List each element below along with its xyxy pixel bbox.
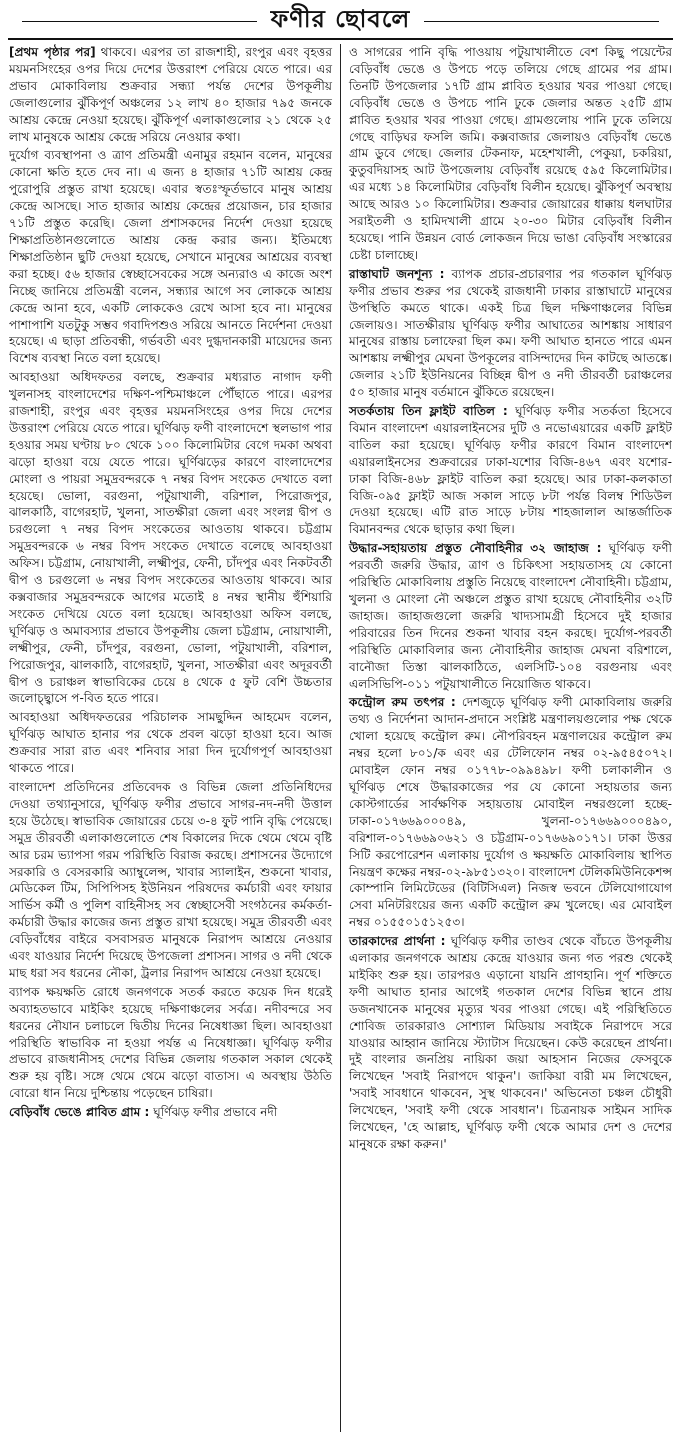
subheading-stars: তারকাদের প্রার্থনা :: [349, 934, 446, 949]
right-paragraph-4: [349, 540, 672, 692]
left-paragraph-6: [9, 984, 332, 1102]
page-header: [8, 4, 673, 40]
subheading-flights: সতর্কতায় তিন ফ্লাইট বাতিল :: [349, 404, 508, 419]
right-column: [341, 44, 672, 1432]
paragraph-text: ও সাগরের পানি বৃদ্ধি পাওয়ায় পটুয়াখালীতে বেশ কিছু পয়েন্টের বেড়িবাঁধ ভেঙে ও উপচে পড়ে তলিয়ে গেছে গ্রামের পর গ্রাম। তিনটি উপজেলার ১৭টি গ্রাম প্লাবিত হওয়ার খবর পাওয়া গেছে। বেড়িবাঁধ ভেঙে ও উপচে পানি ঢুকে জেলার অন্তত ২৫টি গ্রাম প্লাবিত হওয়ার খবর পাওয়া গেছে। গ্রামগুলোয় পানি ঢুকে তলিয়ে গেছে বাড়িঘর ফসলি জমি। কক্সবাজার জেলায়ও বেড়িবাঁধ ভেঙে গ্রাম ডুবে গেছে। জেলার টেকনাফ, মহেশখালী, পেকুয়া, চকরিয়া, কুতুবদিয়াসহ আট উপজেলায় বেড়িবাঁধ রয়েছে ৫৯৫ কিলোমিটার। এর মধ্যে ১৪ কিলোমিটার বেড়িবাঁধ বিলীন হয়েছে। ঝুঁকিপূর্ণ অবস্থায় আছে আরও ১০ কিলোমিটার। শুক্রবার জোয়ারের ধাক্কায় ধলঘাটার সরাইতলী ও হামিদখালী গ্রামে ২০-৩০ মিটার বেড়িবাঁধ বিলীন হয়েছে। পানি উন্নয়ন বোর্ড লোকজন দিয়ে ভাঙা বেড়িবাঁধ সংস্কারের চেষ্টা চালাচ্ছে।: [349, 45, 672, 262]
paragraph-text: দেশজুড়ে ঘূর্ণিঝড় ফণী মোকাবিলায় জরুরি তথ্য ও নির্দেশনা আদান-প্রদানে সংশ্লিষ্ট মন্ত্রণালয়গুলোর পক্ষ থেকে খোলা হয়েছে কন্ট্রোল রুম। নৌপরিবহন মন্ত্রণালয়ের কন্ট্রোল রুম নম্বর হলো ৮০১/ক এবং এর টেলিফোন নম্বর ০২-৯৫৪৫০৭২। মোবাইল ফোন নম্বর ০১৭৭৮-০৯৯৪৯৮। ফণী চলাকালীন ও ঘূর্ণিঝড় শেষে উদ্ধারকাজের পর যে কোনো সহায়তার জন্য কোস্টগার্ডের সার্বক্ষণিক সহায়তায় মোবাইল নম্বরগুলো হচ্ছে- ঢাকা-০১৭৬৬৯০০০৪৯, খুলনা-০১৭৬৬৯০০০৪৯০, বরিশাল-০১৭৬৬৯০৬২১ ও চট্টগ্রাম-০১৭৬৬৯০১৭১। ঢাকা উত্তর সিটি করপোরেশন এলাকায় দুর্যোগ ও ক্ষয়ক্ষতি মোকাবিলায় স্থাপিত নিয়ন্ত্রণ কক্ষের নম্বর-০২-৯৮৫১৩২০। বাংলাদেশ টেলিকমিউনিকেশন্স কোম্পানি লিমিটেডের (বিটিসিএল) নিজস্ব ভবনে টেলিযোগাযোগ সেবা মনিটরিংয়ের জন্য একটি কন্ট্রোল রুম খুলেছে। এর মোবাইল নম্বর ০১৫৫০১৫১২৫৩।: [349, 695, 672, 930]
subheading-embankment: বেড়িবাঁধ ভেঙে প্লাবিত গ্রাম :: [9, 1105, 150, 1120]
right-paragraph-6: [349, 933, 672, 1153]
right-paragraph-2: [349, 266, 672, 401]
paragraph-text: আবহাওয়া অধিদফতর বলছে, শুক্রবার মধ্যরাত নাগাদ ফণী খুলনাসহ বাংলাদেশের দক্ষিণ-পশ্চিমাঞ্চলে পৌঁছাতে পারে। এরপর রাজশাহী, রংপুর এবং বৃহত্তর ময়মনসিংহের ওপর দিয়ে দেশের উত্তরাংশ পেরিয়ে যেতে পারে। ঘূর্ণিঝড় ফণী বাংলাদেশে স্থলভাগ পার হওয়ার সময় ঘণ্টায় ৮০ থেকে ১০০ কিলোমিটার বেগে দমকা অথবা ঝড়ো হাওয়া বয়ে যেতে পারে। ঘূর্ণিঝড়ের কারণে বাংলাদেশের মোংলা ও পায়রা সমুদ্রবন্দরকে ৭ নম্বর বিপদ সংকেত দেখাতে বলা হয়েছে। ভোলা, বরগুনা, পটুয়াখালী, বরিশাল, পিরোজপুর, ঝালকাঠি, বাগেরহাট, খুলনা, সাতক্ষীরা জেলা এবং সংলগ্ন দ্বীপ ও চরগুলো ৭ নম্বর বিপদ সংকেতের আওতায় থাকবে। চট্টগ্রাম সমুদ্রবন্দরকে ৬ নম্বর বিপদ সংকেত দেখাতে বলেছে আবহাওয়া অফিস। চট্টগ্রাম, নোয়াখালী, লক্ষ্মীপুর, ফেনী, চাঁদপুর এবং নিকটবর্তী দ্বীপ ও চরগুলো ৬ নম্বর বিপদ সংকেতের আওতায় থাকবে। আর কক্সবাজার সমুদ্রবন্দরকে আগের মতোই ৪ নম্বর স্থানীয় হুঁশিয়ারি সংকেত দেখিয়ে যেতে বলা হয়েছে। আবহাওয়া অফিস বলছে, ঘূর্ণিঝড় ও অমাবস্যার প্রভাবে উপকূলীয় জেলা চট্টগ্রাম, নোয়াখালী, লক্ষ্মীপুর, ফেনী, চাঁদপুর, বরগুনা, ভোলা, পটুয়াখালী, বরিশাল, পিরোজপুর, ঝালকাঠি, বাগেরহাট, খুলনা, সাতক্ষীরা এবং অদূরবর্তী দ্বীপ ও চরাঞ্চল স্বাভাবিকের চেয়ে ৪ থেকে ৫ ফুট বেশি উচ্চতার জলোচ্ছ্বাসে প-বিত হতে পারে।: [9, 370, 332, 706]
left-paragraph-1: [9, 44, 332, 145]
paragraph-text: ঘূর্ণিঝড় ফণীর সতর্কতা হিসেবে বিমান বাংলাদেশ এয়ারলাইনসের দুটি ও নভোএয়ারের একটি ফ্লাইট বাতিল করা হয়েছে। ঘূর্ণিঝড় ফণীর কারণে বিমান বাংলাদেশ এয়ারলাইনসের শুক্রবারের ঢাকা-যশোর বিজি-৪৬৭ এবং যশোর-ঢাকা বিজি-৪৬৮ ফ্লাইট বাতিল করা হয়েছে। আর ঢাকা-কলকাতা বিজি-০৯৫ ফ্লাইট আজ সকাল সাড়ে ৮টা পর্যন্ত বিলম্ব শিডিউল দেওয়া হয়েছে। এটি রাত সাড়ে ৮টায় শাহজালাল আন্তর্জাতিক বিমানবন্দর থেকে ছাড়ার কথা ছিল।: [349, 404, 672, 537]
paragraph-text: আবহাওয়া অধিদফতরের পরিচালক সামছুদ্দিন আহমেদ বলেন, ঘূর্ণিঝড় আঘাত হানার পর থেকে প্রবল ঝড়ো হাওয়া হবে। আজ শুক্রবার সারা রাত এবং শনিবার সারা দিন দুর্যোগপূর্ণ আবহাওয়া থাকতে পারে।: [9, 710, 332, 776]
paragraph-text: বাংলাদেশ প্রতিদিনের প্রতিবেদক ও বিভিন্ন জেলা প্রতিনিধিদের দেওয়া তথ্যানুসারে, ঘূর্ণিঝড় ফণীর প্রভাবে সাগর-নদ-নদী উত্তাল হয়ে উঠেছে। স্বাভাবিক জোয়ারের চেয়ে ৩-৪ ফুট পানি বৃদ্ধি পেয়েছে। সমুদ্র তীরবর্তী এলাকাগুলোতে শেষ বিকালের দিকে থেমে থেমে বৃষ্টি আর চরম ভ্যাপসা গরম পরিস্থিতি বিরাজ করছে। প্রশাসনের উদ্যোগে সরকারি ও বেসরকারি অ্যাম্বুলেন্স, খাবার স্যালাইন, শুকনো খাবার, মেডিকেল টিম, সিপিপিসহ ইউনিয়ন পরিষদের কর্মচারী এবং ফায়ার সার্ভিস কর্মী ও পুলিশ বাহিনীসহ সব স্বেচ্ছাসেবী সংগঠনের কর্মকর্তা-কর্মচারী উদ্ধার কাজের জন্য প্রস্তুত রাখা হয়েছে। সমুদ্র তীরবর্তী এবং বেড়িবাঁধের বাইরে বসবাসরত মানুষকে নিরাপদ আশ্রয়ে নেওয়ার এবং যাওয়ার নির্দেশ দিয়েছে উপজেলা প্রশাসন। সাগর ও নদী থেকে মাছ ধরা সব ধরনের নৌকা, ট্রলার নিরাপদ আশ্রয়ে নেওয়া হয়েছে।: [9, 779, 332, 980]
subheading-control-room: কন্ট্রোল রুম তৎপর :: [349, 695, 456, 710]
paragraph-text: থাকবে। এরপর তা রাজশাহী, রংপুর এবং বৃহত্তর ময়মনসিংহের ওপর দিয়ে দেশের উত্তরাংশ পেরিয়ে যেতে পারে। এর প্রভাব মোকাবিলায় শুক্রবার সন্ধ্যা পর্যন্ত দেশের উপকূলীয় জেলাগুলোর ঝুঁকিপূর্ণ অঞ্চলের ১২ লাখ ৪০ হাজার ৭৯৫ জনকে আশ্রয় কেন্দ্রে নেওয়া হয়েছে। ঝুঁকিপূর্ণ এলাকাগুলোর ২১ থেকে ২৫ লাখ মানুষকে আশ্রয় কেন্দ্রে সরিয়ে নেওয়ার কথা।: [9, 45, 332, 144]
paragraph-text: ঘূর্ণিঝড় ফণীর প্রভাবে নদী: [149, 1105, 278, 1120]
article-columns: [9, 44, 672, 1432]
paragraph-text: ব্যাপক ক্ষয়ক্ষতি রোধে জনগণকে সতর্ক করতে কয়েক দিন ধরেই অব্যাহতভাবে মাইকিং হয়েছে দক্ষিণাঞ্চলের সর্বত্র। নদীবন্দরে সব ধরনের নৌযান চলাচলে দ্বিতীয় দিনের নিষেধাজ্ঞা ছিল। আবহাওয়া পরিস্থিতি স্বাভাবিক না হওয়া পর্যন্ত এ নিষেধাজ্ঞা। ঘূর্ণিঝড় ফণীর প্রভাবে রাজধানীসহ দেশের বিভিন্ন জেলায় গতকাল সকাল থেকেই শুরু হয় বৃষ্টি। সঙ্গে থেমে থেমে ঝড়ো বাতাস। এ অবস্থায় উঠতি বোরো ধান নিয়ে দুশ্চিন্তায় পড়েছেন চাষিরা।: [9, 984, 332, 1101]
right-paragraph-1: [349, 44, 672, 264]
paragraph-text: ঘূর্ণিঝড় ফণী পরবর্তী জরুরি উদ্ধার, ত্রাণ ও চিকিৎসা সহায়তাসহ যে কোনো পরিস্থিতি মোকাবিলায় প্রস্তুতি নিয়েছে বাংলাদেশ নৌবাহিনী। চট্টগ্রাম, খুলনা ও মোংলা নৌ অঞ্চলে প্রস্তুত রাখা হয়েছে নৌবাহিনীর ৩২টি জাহাজ। জাহাজগুলো জরুরি খাদ্যসামগ্রী হিসেবে দুই হাজার পরিবারের তিন দিনের শুকনা খাবার বহন করছে। দুর্যোগ-পরবর্তী পরিস্থিতি মোকাবিলার জন্য নৌবাহিনীর জাহাজ মেঘনা বরিশালে, বানৌজা তিস্তা ঝালকাঠিতে, এলসিটি-১০৪ বরগুনায় এবং এলসিভিপি-০১১ পটুয়াখালীতে নিয়োজিত থাকবে।: [349, 541, 672, 691]
left-column: [9, 44, 341, 1432]
page-title: ফণীর ছোবলে: [270, 5, 411, 33]
header-rule-left: [22, 21, 257, 22]
left-paragraph-4: [9, 709, 332, 777]
right-paragraph-5: [349, 694, 672, 931]
left-paragraph-7: [9, 1104, 332, 1121]
subheading-navy: উদ্ধার-সহায়তায় প্রস্তুত নৌবাহিনীর ৩২ জাহাজ :: [349, 541, 602, 556]
subheading-roads: রাস্তাঘাট জনশূন্য :: [349, 266, 445, 281]
paragraph-text: দুর্যোগ ব্যবস্থাপনা ও ত্রাণ প্রতিমন্ত্রী এনামুর রহমান বলেন, মানুষের কোনো ক্ষতি হতে দেব না। এ জন্য ৪ হাজার ৭১টি আশ্রয় কেন্দ্র পুরোপুরি প্রস্তুত রাখা হয়েছে। এবার স্বতঃস্ফূর্তভাবে মানুষ আশ্রয় কেন্দ্রে আসছে। সাত হাজার আশ্রয় কেন্দ্রের প্রয়োজন, চার হাজার ৭১টি প্রস্তুত করেছি। জেলা প্রশাসকদের নির্দেশ দেওয়া হয়েছে শিক্ষাপ্রতিষ্ঠানগুলোতে আশ্রয় কেন্দ্র করার জন্য। ইতিমধ্যে শিক্ষাপ্রতিষ্ঠান ছুটি দেওয়া হয়েছে, সেখানে মানুষের আশ্রয়ের ব্যবস্থা করা হচ্ছে। ৫৬ হাজার স্বেচ্ছাসেবকের সঙ্গে অন্যরাও এ কাজে অংশ নিচ্ছে জানিয়ে প্রতিমন্ত্রী বলেন, সন্ধ্যার আগে সব লোককে আশ্রয় কেন্দ্রে আনা হবে, একটি লোককেও রেখে আসা হবে না। মানুষের পাশাপাশি যতটুকু সম্ভব গবাদিপশুও সরিয়ে আনতে নির্দেশনা দেওয়া হয়েছে। এ ছাড়া প্রতিবন্ধী, গর্ভবতী এবং দুগ্ধদানকারী মায়েদের জন্য বিশেষ ব্যবস্থা নিতে বলা হয়েছে।: [9, 148, 332, 366]
header-rule-right: [424, 21, 659, 22]
left-paragraph-2: [9, 147, 332, 367]
right-paragraph-3: [349, 403, 672, 538]
left-paragraph-5: [9, 779, 332, 982]
paragraph-lead: [প্রথম পৃষ্ঠার পর]: [9, 45, 96, 59]
paragraph-text: ঘূর্ণিঝড় ফণীর তাণ্ডব থেকে বাঁচতে উপকূলীয় এলাকার জনগণকে আশ্রয় কেন্দ্রে যাওয়ার জন্য গত পরশু থেকেই মাইকিং শুরু হয়। তারপরও এড়ানো যায়নি প্রাণহানি। পূর্ণ শক্তিতে ফণী আঘাত হানার আগেই গতকাল দেশের বিভিন্ন স্থানে প্রায় ডজনখানেক মানুষের মৃত্যুর খবর পাওয়া গেছে। এই পরিস্থিতিতে শোবিজ তারকারাও সোশ্যাল মিডিয়ায় সবাইকে নিরাপদে সরে যাওয়ার আহ্বান জানিয়ে স্ট্যাটাস দিয়েছেন। কেউ করেছেন প্রার্থনা। দুই বাংলার জনপ্রিয় নায়িকা জয়া আহসান নিজের ফেসবুকে লিখেছেন 'সবাই নিরাপদে থাকুন'। জাকিয়া বারী মম লিখেছেন, 'সবাই সাবধানে থাকবেন, সুস্থ থাকবেন।' অভিনেতা চঞ্চল চৌধুরী লিখেছেন, 'সবাই ফণী থেকে সাবধান'। চিত্রনায়ক সাইমন সাদিক লিখেছেন, 'হে আল্লাহ, ঘূর্ণিঝড় ফণী থেকে আমার দেশ ও দেশের মানুষকে রক্ষা করুন।': [349, 934, 672, 1151]
paragraph-text: ব্যাপক প্রচার-প্রচারণার পর গতকাল ঘূর্ণিঝড় ফণীর প্রভাব শুরুর পর থেকেই রাজধানী ঢাকার রাস্তাঘাটে মানুষের উপস্থিতি কমতে থাকে। একই চিত্র ছিল দক্ষিণাঞ্চলের বিভিন্ন জেলায়ও। সাতক্ষীরায় ঘূর্ণিঝড় ফণীর আঘাতের আশঙ্কায় সাধারণ মানুষের রাস্তায় চলাফেরা ছিল কম। ফণী আঘাত হানতে পারে এমন আশঙ্কায় লক্ষ্মীপুর মেঘনা উপকূলের বাসিন্দাদের দিন কাটছে আতঙ্কে। জেলার ২১টি ইউনিয়নের বিচ্ছিন্ন দ্বীপ ও নদী তীরবর্তী চরাঞ্চলের ৫০ হাজার মানুষ বর্তমানে ঝুঁকিতে রয়েছেন।: [349, 266, 672, 400]
left-paragraph-3: [9, 369, 332, 707]
